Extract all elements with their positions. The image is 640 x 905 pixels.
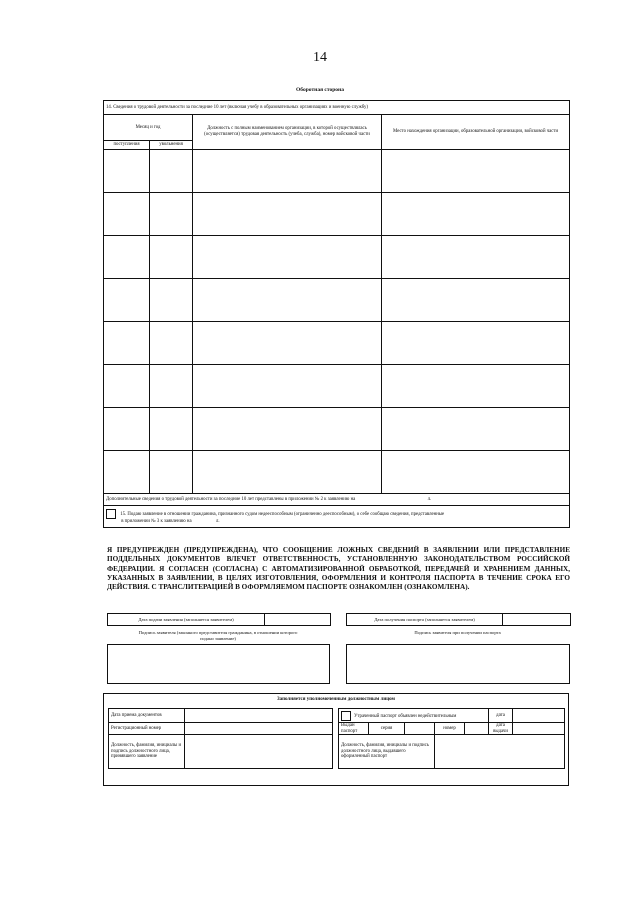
table-row[interactable] [104, 193, 570, 236]
date-received-label: Дата получения паспорта (заполняется заявителем) [347, 614, 503, 625]
table-row[interactable] [104, 365, 570, 408]
issue-date-label: дата выдачи [489, 723, 513, 735]
registration-number-field[interactable] [185, 723, 333, 735]
issuing-official-field[interactable] [435, 735, 565, 769]
table-row[interactable] [104, 279, 570, 322]
official-table [108, 708, 565, 769]
table-row[interactable] [104, 451, 570, 494]
item15-row: 15. Подаю заявление в отношении гражданина, признанного судом недееспособным (ограниченно дееспособным), о себе сообщаю сведения, представленные в приложении № 3 к заявлению на л. [104, 506, 570, 528]
item15-checkbox[interactable] [106, 509, 116, 519]
date-filled-label: Дата подачи заявления (заполняется заявителем) [108, 614, 265, 625]
applicant-signature-label: Подпись заявителя (законного представителя гражданина, в отношении которого подано заявление) [138, 630, 298, 641]
table-row[interactable] [104, 150, 570, 193]
applicant-signature-box[interactable] [107, 644, 330, 684]
date-received-field[interactable] [346, 613, 571, 626]
additional-info: Дополнительные сведения о трудовой деятельности за последние 10 лет представлены в приложении № 2 к заявлению на л. [104, 494, 570, 506]
page-number: 14 [313, 50, 327, 65]
registration-number-label: Регистрационный номер [109, 723, 185, 735]
receipt-signature-label: Подпись заявителя при получении паспорта [414, 630, 501, 635]
col-address: Место нахождения организации, образовательной организации, войсковой части [382, 115, 570, 150]
col-start: поступления [104, 141, 150, 150]
work-history-table [103, 100, 570, 528]
table-row[interactable] [104, 408, 570, 451]
receipt-signature-box[interactable] [346, 644, 570, 684]
table-row[interactable] [104, 236, 570, 279]
lost-date-field[interactable] [513, 709, 565, 723]
lost-passport-cell: Утраченный паспорт объявлен недействительным [339, 709, 489, 723]
series-label: серия [369, 723, 405, 735]
col-end: увольнения [150, 141, 193, 150]
issuing-official-label: Должность, фамилия, инициалы и подпись должностного лица, выдавшего оформленный паспорт [339, 735, 435, 769]
warning-statement: Я ПРЕДУПРЕЖДЕН (ПРЕДУПРЕЖДЕНА), ЧТО СООБЩЕНИЕ ЛОЖНЫХ СВЕДЕНИЙ В ЗАЯВЛЕНИИ ИЛИ ПРЕДСТАВЛЕНИЕ ПОДДЕЛЬНЫХ ДОКУМЕНТОВ ВЛЕЧЕТ ОТВЕТСТВЕННОСТЬ, УСТАНОВЛЕННУЮ ЗАКОНОДАТЕЛЬСТВОМ РОССИЙСКОЙ ФЕДЕРАЦИИ. Я СОГЛАСЕН (СОГЛАСНА) С АВТОМАТИЗИРОВАННОЙ ОБРАБОТКОЙ, ПЕРЕДАЧЕЙ И ХРАНЕНИЕМ ДАННЫХ, УКАЗАННЫХ В ЗАЯВЛЕНИИ, В ЦЕЛЯХ ИЗГОТОВЛЕНИЯ, ОФОРМЛЕНИЯ И КОНТРОЛЯ ПАСПОРТА В ТЕЧЕНИЕ СРОКА ЕГО ДЕЙСТВИЯ. С ТРАНСЛИТЕРАЦИЕЙ В ОФОРМЛЯЕМОМ ПАСПОРТЕ ОЗНАКОМЛЕН (ОЗНАКОМЛЕНА). [107, 546, 570, 592]
lost-passport-checkbox[interactable] [341, 711, 351, 721]
official-section-title: Заполняется уполномоченным должностным лицом [277, 697, 395, 702]
accepting-official-field[interactable] [185, 735, 333, 769]
reverse-side-title: Оборотная сторона [296, 87, 344, 93]
number-label: номер [435, 723, 465, 735]
date-filled-field[interactable] [107, 613, 331, 626]
issue-date-field[interactable] [513, 723, 565, 735]
work-history-heading: 14. Сведения о трудовой деятельности за последние 10 лет (включая учебу в образовательных организациях и военную службу) [104, 101, 570, 115]
col-position: Должность с полным наименованием организации, в которой осуществлялась (осуществляется) трудовая деятельность (учеба, служба), номер войсковой части [193, 115, 382, 150]
accepting-official-label: Должность, фамилия, инициалы и подпись должностного лица, принявшего заявление [109, 735, 185, 769]
table-row[interactable] [104, 322, 570, 365]
series-field[interactable] [405, 723, 435, 735]
col-period: Месяц и год [104, 115, 193, 141]
number-field[interactable] [465, 723, 489, 735]
lost-date-label: дата [489, 709, 513, 723]
passport-issued-label: Выдан паспорт [339, 723, 369, 735]
date-accepted-label: Дата приема документов [109, 709, 185, 723]
date-accepted-field[interactable] [185, 709, 333, 723]
